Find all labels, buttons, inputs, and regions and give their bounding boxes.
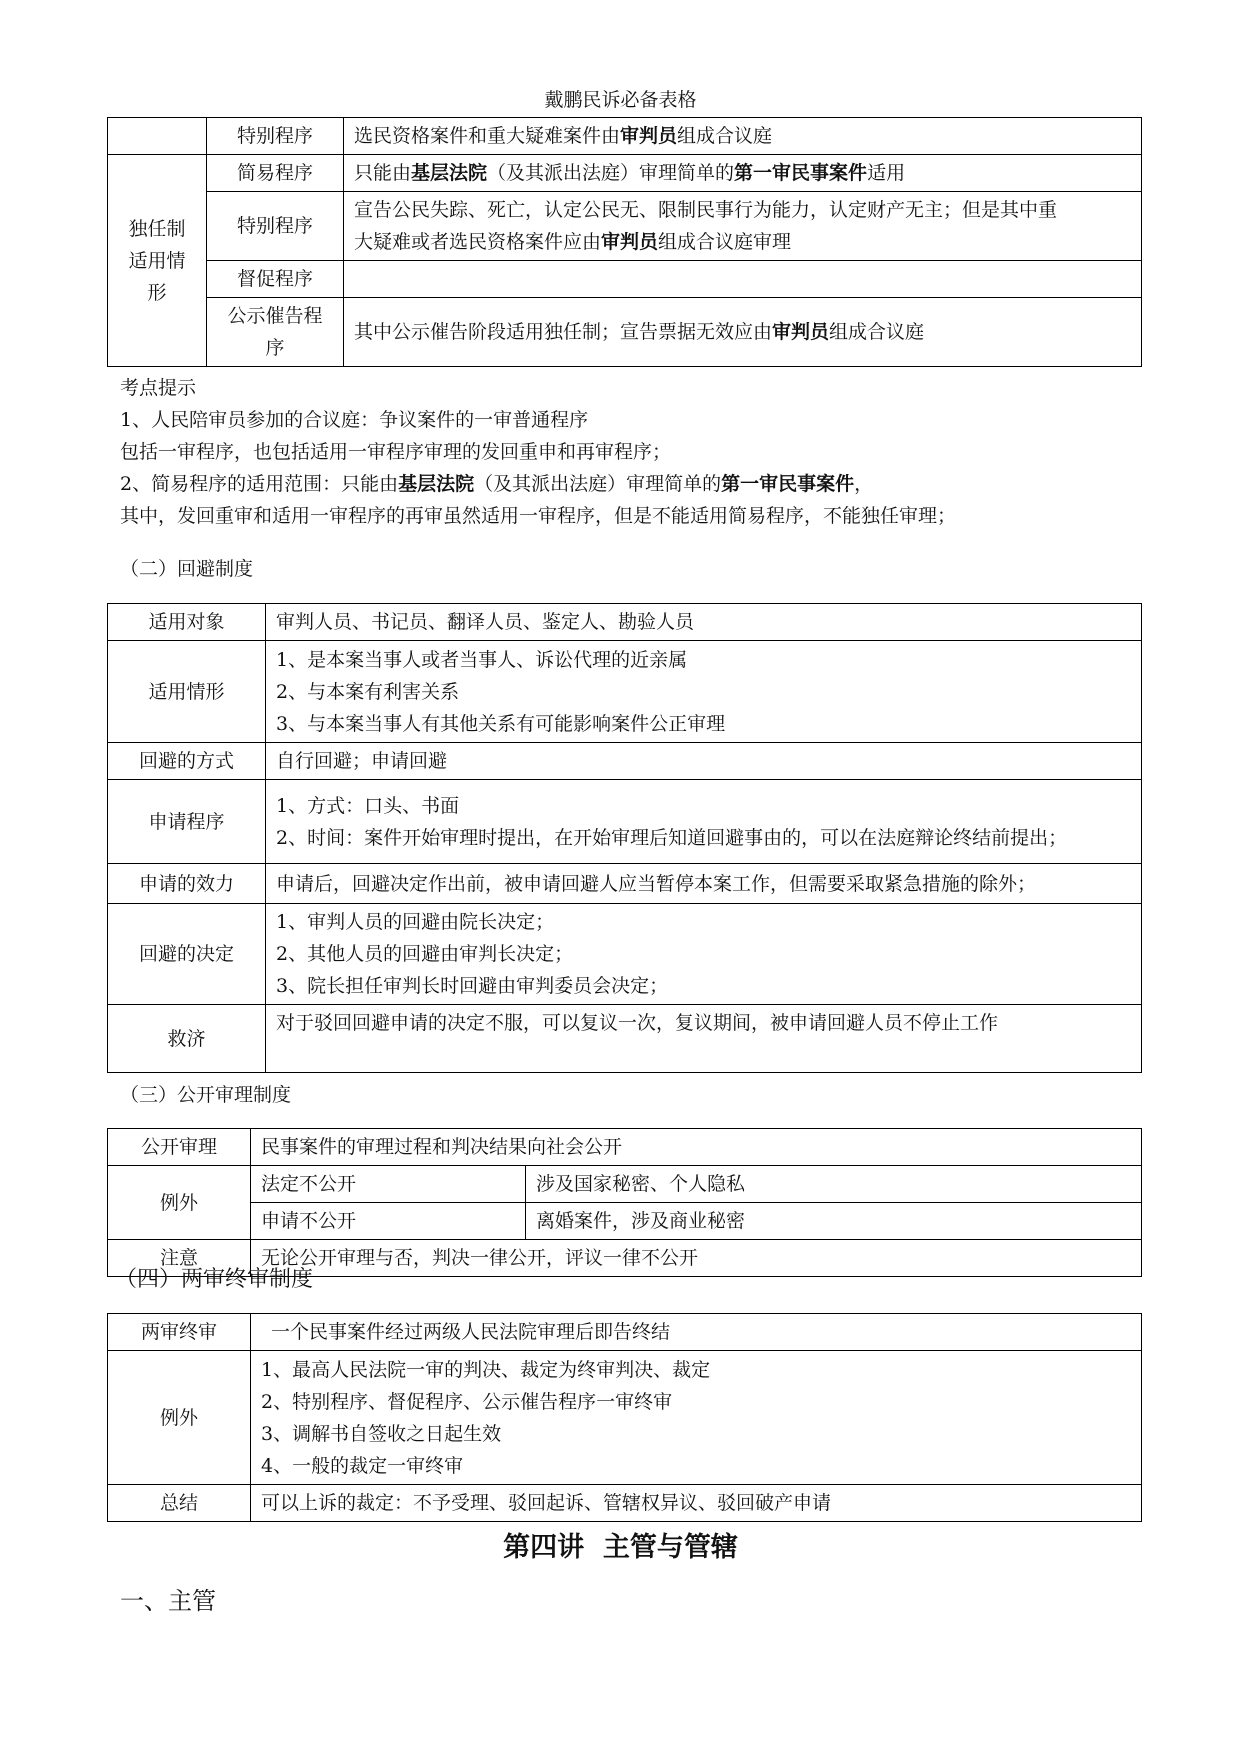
row-label: 申请的效力 — [108, 864, 266, 904]
section-heading: （三）公开审理制度 — [120, 1084, 292, 1106]
trial-organization-table — [107, 117, 1142, 367]
table-row — [108, 604, 1142, 641]
lecture-title: 第四讲 主管与管辖 — [503, 1532, 738, 1563]
tips-line: 2、简易程序的适用范围：只能由基层法院（及其派出法庭）审理简单的第一审民事案件， — [120, 473, 874, 495]
row-label: 回避的方式 — [108, 743, 266, 780]
row-content: 审判人员、书记员、翻译人员、鉴定人、勘验人员 — [266, 604, 1142, 641]
table-row — [108, 743, 1142, 780]
row-label: 例外 — [108, 1351, 251, 1485]
row-content: 选民资格案件和重大疑难案件由审判员组成合议庭 — [344, 118, 1142, 155]
row-content: 1、最高人民法院一审的判决、裁定为终审判决、裁定 2、特别程序、督促程序、公示催告程序一审终审 3、调解书自签收之日起生效 4、一般的裁定一审终审 — [251, 1351, 1142, 1485]
empty-cell — [108, 118, 207, 155]
row-content: 1、方式：口头、书面 2、时间：案件开始审理时提出，在开始审理后知道回避事由的，可以在法庭辩论终结前提出； — [266, 780, 1142, 864]
table-row — [108, 1129, 1142, 1166]
row-label: 注意 — [108, 1240, 251, 1277]
table-row — [108, 1203, 1142, 1240]
row-label: 督促程序 — [207, 261, 344, 298]
row-label: 公示催告程序 — [207, 298, 344, 367]
row-content: 法定不公开 — [251, 1166, 526, 1203]
section-heading: （四）两审终审制度 — [115, 1267, 314, 1292]
row-label: 两审终审 — [108, 1314, 251, 1351]
row-label: 救济 — [108, 1005, 266, 1073]
table-row — [108, 641, 1142, 743]
row-content: 对于驳回回避申请的决定不服，可以复议一次，复议期间，被申请回避人员不停止工作 — [266, 1005, 1142, 1073]
table-row — [108, 261, 1142, 298]
tips-line: 1、人民陪审员参加的合议庭：争议案件的一审普通程序 — [120, 409, 589, 431]
recusal-table — [107, 603, 1142, 1073]
table-row — [108, 780, 1142, 864]
row-content: 民事案件的审理过程和判决结果向社会公开 — [251, 1129, 1142, 1166]
table-row — [108, 155, 1142, 192]
row-content: 无论公开审理与否，判决一律公开，评议一律不公开 — [251, 1240, 1142, 1277]
row-content: 一个民事案件经过两级人民法院审理后即告终结 — [251, 1314, 1142, 1351]
row-label: 例外 — [108, 1166, 251, 1240]
row-content: 1、是本案当事人或者当事人、诉讼代理的近亲属 2、与本案有利害关系 3、与本案当事人有其他关系有可能影响案件公正审理 — [266, 641, 1142, 743]
row-content: 涉及国家秘密、个人隐私 — [526, 1166, 1142, 1203]
row-label: 简易程序 — [207, 155, 344, 192]
lecture-subheading: 一、主管 — [120, 1587, 216, 1615]
table-row — [108, 1485, 1142, 1522]
row-content: 申请不公开 — [251, 1203, 526, 1240]
row-content: 申请后，回避决定作出前，被申请回避人应当暂停本案工作，但需要采取紧急措施的除外； — [266, 864, 1142, 904]
public-trial-table — [107, 1128, 1142, 1277]
table-row — [108, 864, 1142, 904]
row-label: 适用情形 — [108, 641, 266, 743]
row-label: 总结 — [108, 1485, 251, 1522]
table-row — [108, 1166, 1142, 1203]
table-row — [108, 192, 1142, 261]
row-content: 离婚案件，涉及商业秘密 — [526, 1203, 1142, 1240]
row-content: 1、审判人员的回避由院长决定； 2、其他人员的回避由审判长决定； 3、院长担任审判长时回避由审判委员会决定； — [266, 904, 1142, 1005]
row-content: 其中公示催告阶段适用独任制；宣告票据无效应由审判员组成合议庭 — [344, 298, 1142, 367]
table-row — [108, 1005, 1142, 1073]
row-label: 特别程序 — [207, 118, 344, 155]
tips-heading: 考点提示 — [120, 377, 197, 399]
tips-line: 其中，发回重审和适用一审程序的再审虽然适用一审程序，但是不能适用简易程序，不能独任审理； — [120, 505, 957, 527]
row-content: 自行回避；申请回避 — [266, 743, 1142, 780]
row-content: 只能由基层法院（及其派出法庭）审理简单的第一审民事案件适用 — [344, 155, 1142, 192]
tips-line: 包括一审程序，也包括适用一审程序审理的发回重申和再审程序； — [120, 441, 672, 463]
group-label: 独任制适用情形 — [108, 155, 207, 367]
row-content — [344, 261, 1142, 298]
row-label: 特别程序 — [207, 192, 344, 261]
section-heading: （二）回避制度 — [120, 558, 254, 580]
row-label: 适用对象 — [108, 604, 266, 641]
table-row — [108, 1314, 1142, 1351]
row-label: 回避的决定 — [108, 904, 266, 1005]
table-row — [108, 904, 1142, 1005]
row-content: 可以上诉的裁定：不予受理、驳回起诉、管辖权异议、驳回破产申请 — [251, 1485, 1142, 1522]
table-row — [108, 118, 1142, 155]
page-header: 戴鹏民诉必备表格 — [544, 89, 697, 111]
table-row — [108, 298, 1142, 367]
row-label: 公开审理 — [108, 1129, 251, 1166]
row-label: 申请程序 — [108, 780, 266, 864]
row-content: 宣告公民失踪、死亡，认定公民无、限制民事行为能力，认定财产无主；但是其中重 大疑难或者选民资格案件应由审判员组成合议庭审理 — [344, 192, 1142, 261]
table-row — [108, 1351, 1142, 1485]
two-instance-table — [107, 1313, 1142, 1522]
